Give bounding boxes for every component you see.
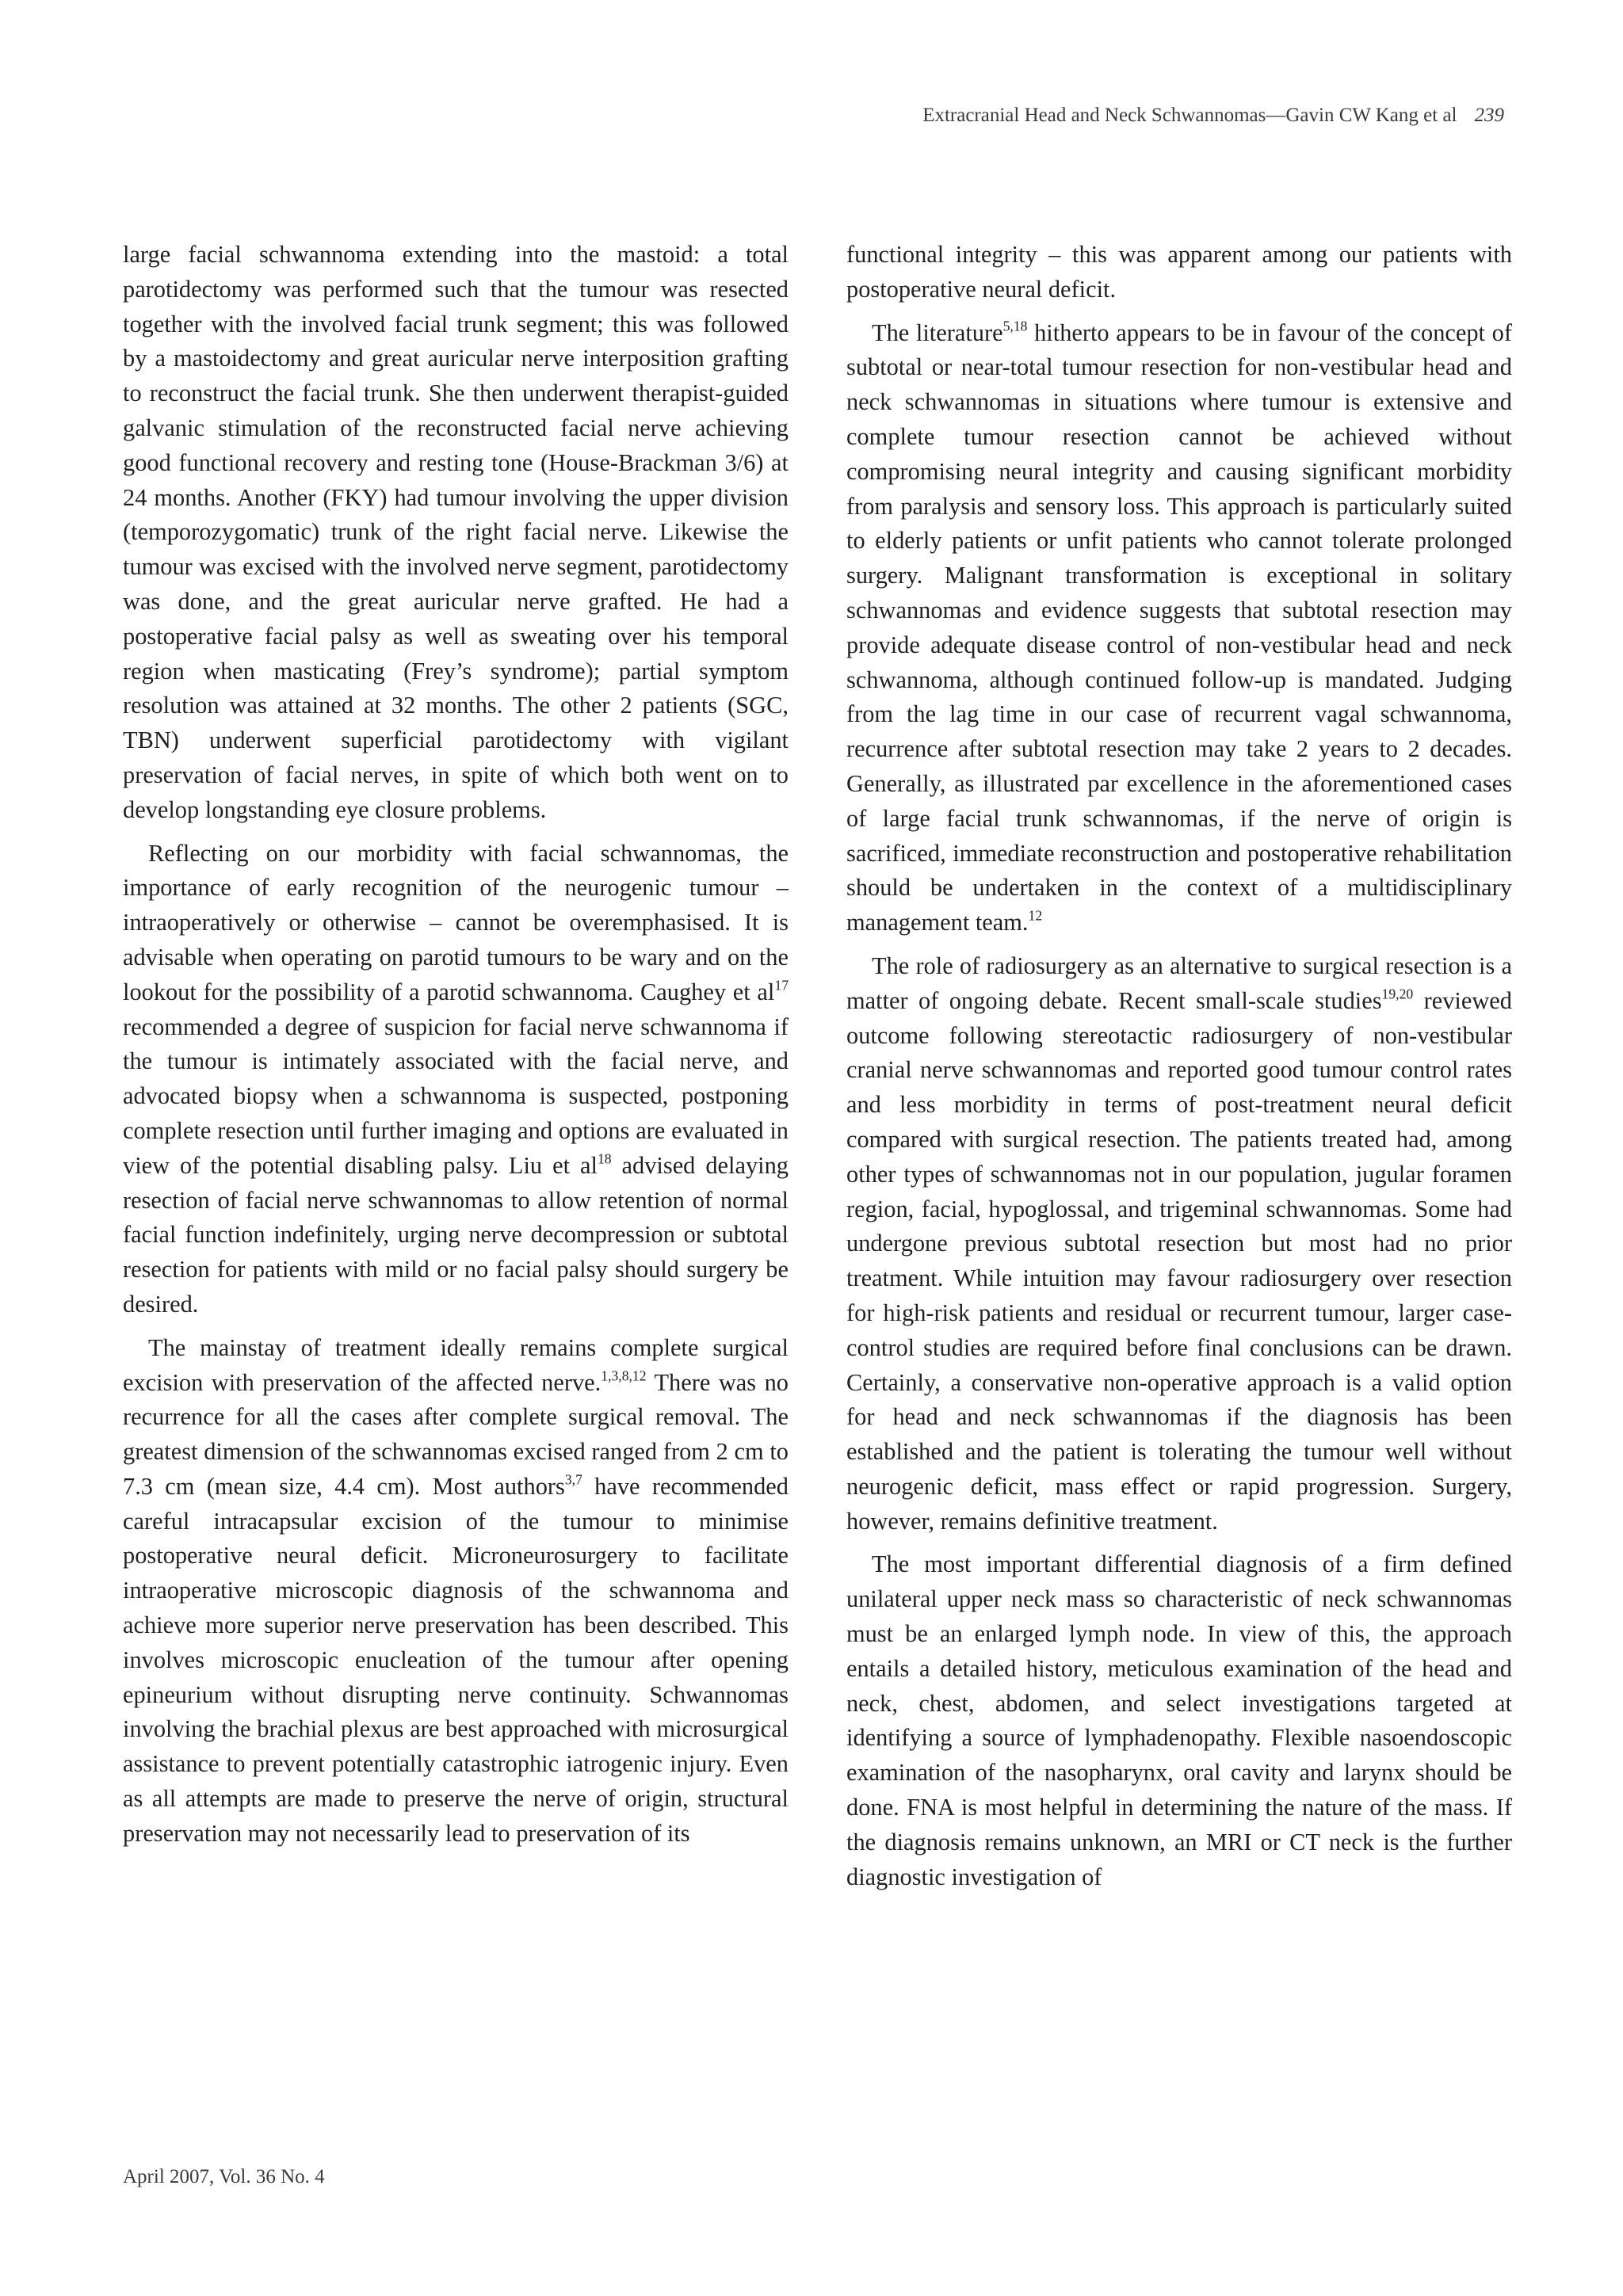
paragraph-differential-diagnosis: The most important differential diagnosis of a firm defined unilateral upper neck mass so characteristic of neck schwannomas must be an enlarged lymph node. In view of this, the approach entails a detailed history, meticulous examination of the head and neck, chest, abdomen, and select investigations targeted at identifying a source of lymphadenopathy. Flexible nasoendoscopic examination of the nasopharynx, oral cavity and larynx should be done. FNA is most helpful in determining the nature of the mass. If the diagnosis remains unknown, an MRI or CT neck is the further diagnostic investigation of [846, 1550, 1512, 1890]
text-segment: reviewed outcome following stereotactic radiosurgery of non-vestibular cranial nerve schwannomas and reported good tumour control rates and less morbidity in terms of post-treatment neural deficit compared with surgical resection. The patients treated had, among other types of schwannomas not in our population, jugular foramen region, facial, hypoglossal, and trigeminal schwannomas. Some had undergone previous subtotal resection but most had no prior treatment. While intuition may favour radiosurgery over resection for high-risk patients and residual or recurrent tumour, larger case-control studies are required before final conclusions can be drawn. Certainly, a conservative non-operative approach is a valid option for head and neck schwannomas if the diagnosis has been established and the patient is tolerating the tumour well without neurogenic deficit, mass effect or rapid progression. Surgery, however, remains definitive treatment. [846, 986, 1512, 1535]
citation-ref: 17 [774, 977, 789, 994]
citation-ref: 18 [597, 1150, 612, 1167]
left-column [123, 238, 789, 1860]
citation-ref: 3,7 [564, 1471, 582, 1488]
text-segment: recommended a degree of suspicion for facial nerve schwannoma if the tumour is intimately associated with the facial nerve, and advocated biopsy when a schwannoma is suspected, postponing complete resection until further imaging and options are evaluated in view of the potential disabling palsy. Liu et al [123, 1013, 789, 1179]
text-segment: advised delaying resection of facial nerve schwannomas to allow retention of normal facial function indefinitely, urging nerve decompression or subtotal resection for patients with mild or no facial palsy should surgery be desired. [123, 1151, 789, 1318]
citation-ref: 12 [1028, 907, 1043, 924]
text-segment: The mainstay of treatment ideally remains complete surgical excision with preservation of the affected nerve. [123, 1333, 789, 1396]
text-segment: There was no recurrence for all the cases after complete surgical removal. The greatest dimension of the schwannomas excised ranged from 2 cm to 7.3 cm (mean size, 4.4 cm). Most authors [123, 1368, 789, 1500]
citation-ref: 19,20 [1381, 986, 1414, 1002]
paragraph-continued-facial-schwannoma: large facial schwannoma extending into the mastoid: a total parotidectomy was performed such that the tumour was resected together with the involved facial trunk segment; this was followed by a mastoidectomy and great auricular nerve interposition grafting to reconstruct the facial trunk. She then underwent therapist-guided galvanic stimulation of the reconstructed facial nerve achieving good functional recovery and resting tone (House-Brackman 3/6) at 24 months. Another (FKY) had tumour involving the upper division (temporozygomatic) trunk of the right facial nerve. Likewise the tumour was excised with the involved nerve segment, parotidectomy was done, and the great auricular nerve grafted. He had a postoperative facial palsy as well as sweating over his temporal region when masticating (Frey’s syndrome); partial symptom resolution was attained at 32 months. The other 2 patients (SGC, TBN) underwent superficial parotidectomy with vigilant preservation of facial nerves, in spite of which both went on to develop longstanding eye closure problems. [123, 241, 789, 823]
citation-ref: 5,18 [1002, 317, 1028, 334]
text-segment: have recommended careful intracapsular excision of the tumour to minimise postoperative neural deficit. Microneurosurgery to facilitate intraoperative microscopic diagnosis of the schwannoma and achieve more superior nerve preservation has been described. This involves microscopic enucleation of the tumour after opening epineurium without disrupting nerve continuity. Schwannomas involving the brachial plexus are best approached with microsurgical assistance to prevent potentially catastrophic iatrogenic injury. Even as all attempts are made to preserve the nerve of origin, structural preservation may not necessarily lead to preservation of its [123, 1472, 789, 1847]
paragraph-subtotal-resection [846, 316, 1512, 940]
paragraph-morbidity-reflection [123, 837, 789, 1322]
right-column [846, 238, 1512, 1903]
running-header [922, 105, 1504, 127]
text-segment: The role of radiosurgery as an alternative to surgical resection is a matter of ongoing debate. Recent small-scale studies [846, 952, 1512, 1014]
paragraph-treatment-mainstay [123, 1331, 789, 1852]
footer-issue: April 2007, Vol. 36 No. 4 [123, 2166, 325, 2187]
text-segment: Reflecting on our morbidity with facial schwannomas, the importance of early recognition of the neurogenic tumour – intraoperatively or otherwise – cannot be overemphasised. It is advisable when operating on parotid tumours to be wary and on the lookout for the possibility of a parotid schwannoma. Caughey et al [123, 839, 789, 1005]
page-number: 239 [1474, 105, 1504, 126]
text-segment: The literature [872, 318, 1003, 346]
running-title: Extracranial Head and Neck Schwannomas—Gavin CW Kang et al [922, 105, 1457, 126]
text-segment: hitherto appears to be in favour of the concept of subtotal or near-total tumour resection for non-vestibular head and neck schwannomas in situations where tumour is extensive and complete tumour resection cannot be achieved without compromising neural integrity and causing significant morbidity from paralysis and sensory loss. This approach is particularly suited to elderly patients or unfit patients who cannot tolerate prolonged surgery. Malignant transformation is exceptional in solitary schwannomas and evidence suggests that subtotal resection may provide adequate disease control of non-vestibular head and neck schwannoma, although continued follow-up is mandated. Judging from the lag time in our case of recurrent vagal schwannoma, recurrence after subtotal resection may take 2 years to 2 decades. Generally, as illustrated par excellence in the aforementioned cases of large facial trunk schwannomas, if the nerve of origin is sacrificed, immediate reconstruction and postoperative rehabilitation should be undertaken in the context of a multidisciplinary management team. [846, 318, 1512, 936]
paragraph-radiosurgery [846, 949, 1512, 1539]
paragraph-functional-integrity: functional integrity – this was apparent among our patients with postoperative neural deficit. [846, 241, 1512, 303]
citation-ref: 1,3,8,12 [601, 1367, 647, 1383]
